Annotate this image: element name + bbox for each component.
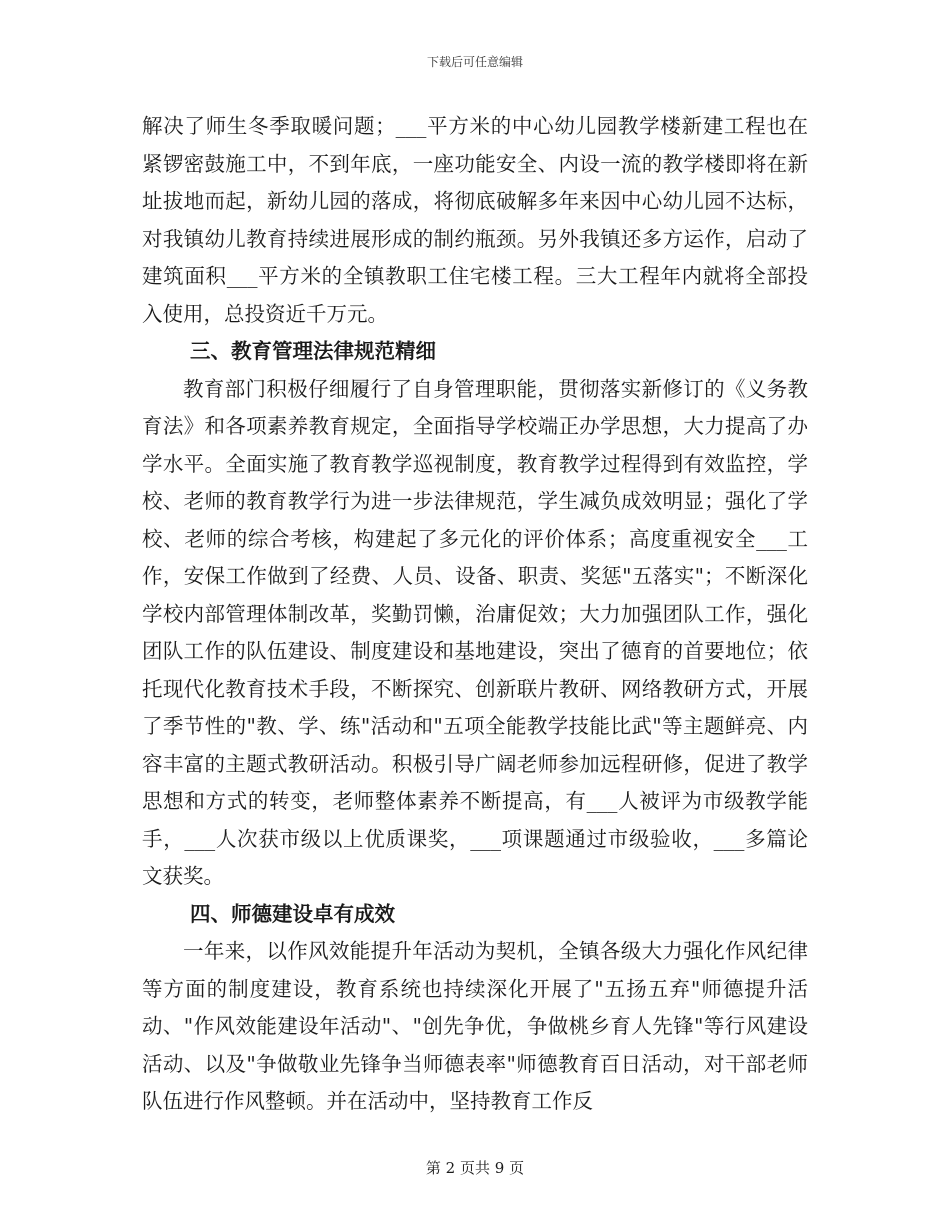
document-body	[142, 108, 808, 1121]
paragraph-1: 解决了师生冬季取暖问题；___平方米的中心幼儿园教学楼新建工程也在紧锣密鼓施工中，不到年底，一座功能安全、内设一流的教学楼即将在新址拔地而起，新幼儿园的落成，将彻底破解多年来因中心幼儿园不达标，对我镇幼儿教育持续进展形成的制约瓶颈。另外我镇还多方运作，启动了建筑面积___平方米的全镇教职工住宅楼工程。三大工程年内就将全部投入使用，总投资近千万元。	[142, 114, 808, 326]
section-heading-3: 三、教育管理法律规范精细	[190, 339, 436, 363]
page-footer: 第 2 页共 9 页	[425, 1159, 525, 1177]
paragraph-3: 一年来，以作风效能提升年活动为契机，全镇各级大力强化作风纪律等方面的制度建设，教育系统也持续深化开展了"五扬五弃"师德提升活动、"作风效能建设年活动"、"创先争优，争做桃乡育人先锋"等行风建设活动、以及"争做敬业先锋争当师德表率"师德教育百日活动，对干部老师队伍进行作风整顿。并在活动中，坚持教育工作反	[142, 939, 808, 1113]
page-header: 下载后可任意编辑	[426, 55, 523, 69]
paragraph-2: 教育部门积极仔细履行了自身管理职能，贯彻落实新修订的《义务教育法》和各项素养教育规定，全面指导学校端正办学思想，大力提高了办学水平。全面实施了教育教学巡视制度，教育教学过程得到有效监控，学校、老师的教育教学行为进一步法律规范，学生减负成效明显；强化了学校、老师的综合考核，构建起了多元化的评价体系；高度重视安全___工作，安保工作做到了经费、人员、设备、职责、奖惩"五落实"；不断深化学校内部管理体制改革，奖勤罚懒，治庸促效；大力加强团队工作，强化团队工作的队伍建设、制度建设和基地建设，突出了德育的首要地位；依托现代化教育技术手段，不断探究、创新联片教研、网络教研方式，开展了季节性的"教、学、练"活动和"五项全能教学技能比武"等主题鲜亮、内容丰富的主题式教研活动。积极引导广阔老师参加远程研修，促进了教学思想和方式的转变，老师整体素养不断提高，有___人被评为市级教学能手，___人次获市级以上优质课奖，___项课题通过市级验收，___多篇论文获奖。	[142, 376, 808, 888]
section-heading-4: 四、师德建设卓有成效	[190, 901, 395, 926]
